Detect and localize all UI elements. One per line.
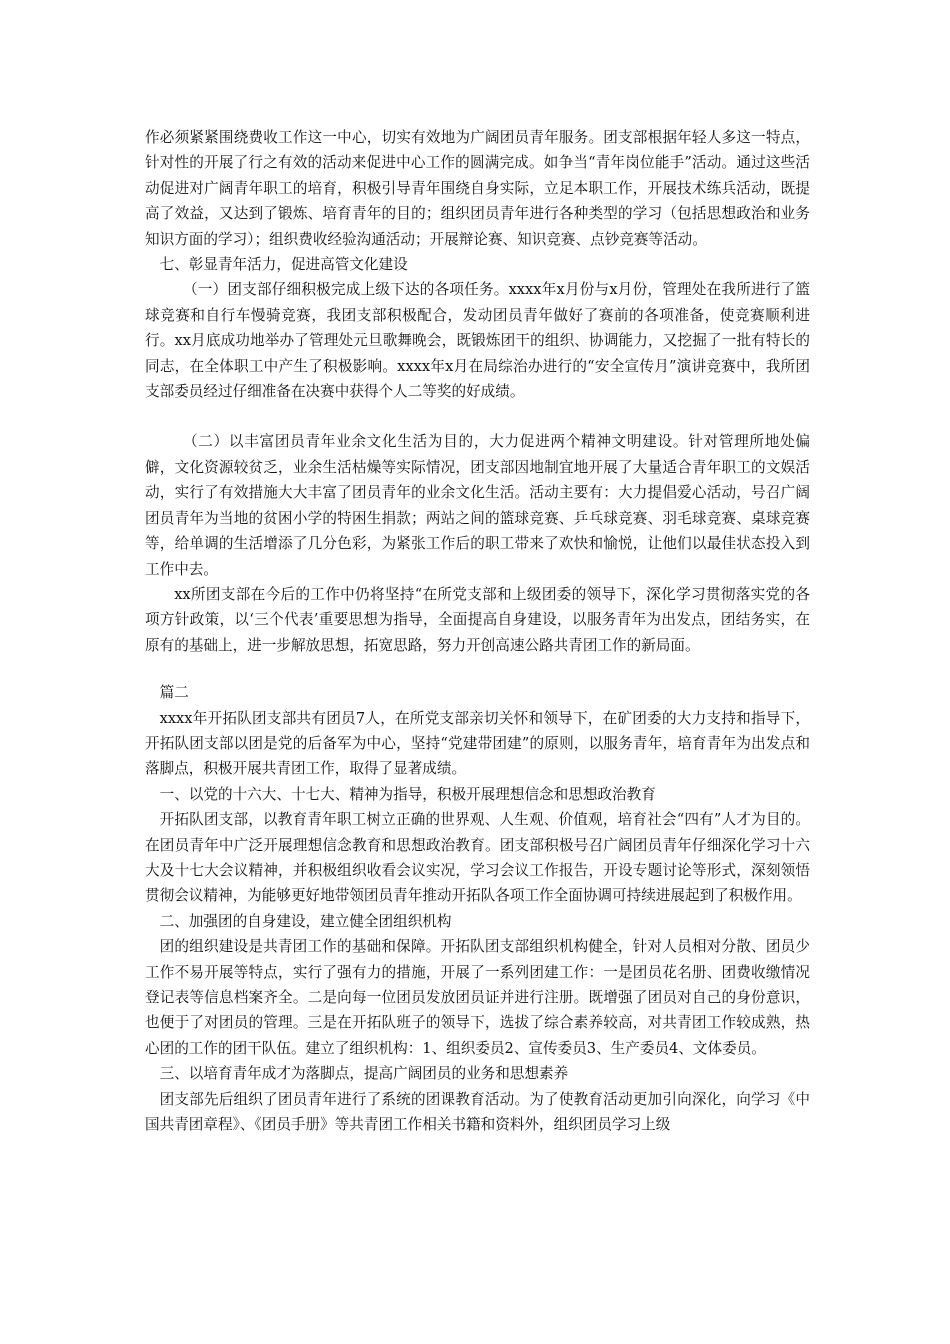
heading-section-two: 二、加强团的自身建设，建立健全团组织机构 — [159, 912, 452, 930]
heading-part-two: 篇二 — [159, 684, 189, 702]
paragraph-ideology-education: 开拓队团支部，以教育青年职工树立正确的世界观、人生观、价值观，培育社会“四有”人才为目的。在团员青年中广泛开展理想信念教育和思想政治教育。团支部积极号召广阔团员青年仔细深化学习十六大及十七大会议精神，并积极组织收看会议实况，学习会议工作报告，开设专题讨论等形式，深刻领悟贯彻会议精神，为能够更好地带领团员青年推动开拓队各项工作全面协调可持续进展起到了积极作用。 — [145, 811, 810, 905]
paragraph-organization-building: 团的组织建设是共青团工作的基础和保障。开拓队团支部组织机构健全，针对人员相对分散、团员少工作不易开展等特点，实行了强有力的措施，开展了一系列团建工作：一是团员花名册、团费收缴情况登记表等信息档案齐全。二是向每一位团员发放团员证并进行注册。既增强了团员对自己的身份意识，也便于了对团员的管理。三是在开拓队班子的领导下，选拔了综合素养较高，对共青团工作较成熟，热心团的工作的团干队伍。建立了组织机构：1、组织委员2、宣传委员3、生产委员4、文体委员。 — [145, 938, 810, 1057]
heading-section-seven: 七、彰显青年活力，促进高管文化建设 — [159, 256, 408, 274]
document-body — [145, 125, 810, 1137]
paragraph-future-plan: xx所团支部在今后的工作中仍将坚持“在所党支部和上级团委的领导下，深化学习贯彻落实党的各项方针政策，以‘三个代表’重要思想为指导，全面提高自身建设，以服务青年为出发点，团结务实，在原有的基础上，进一步解放思想，拓宽思路，努力开创高速公路共青团工作的新局面。 — [145, 585, 810, 654]
paragraph-branch-overview: xxxx年开拓队团支部共有团员7人，在所党支部亲切关怀和领导下，在矿团委的大力支持和指导下，开拓队团支部以团是党的后备军为中心，坚持“党建带团建”的原则，以服务青年，培育青年为出发点和落脚点，积极开展共青团工作，取得了显著成绩。 — [145, 709, 810, 778]
paragraph-cultural-life: （二）以丰富团员青年业余文化生活为目的，大力促进两个精神文明建设。针对管理所地处偏僻，文化资源较贫乏，业余生活枯燥等实际情况，团支部因地制宜地开展了大量适合青年职工的文娱活动，实行了有效措施大大丰富了团员青年的业余文化生活。活动主要有：大力提倡爱心活动，号召广阔团员青年为当地的贫困小学的特困生捐款；两站之间的篮球竞赛、乒乓球竞赛、羽毛球竞赛、桌球竞赛等，给单调的生活增添了几分色彩，为紧张工作后的职工带来了欢快和愉悦，让他们以最佳状态投入到工作中去。 — [145, 433, 810, 578]
heading-section-one: 一、以党的十六大、十七大、精神为指导，积极开展理想信念和思想政治教育 — [159, 785, 656, 803]
paragraph-training: 团支部先后组织了团员青年进行了系统的团课教育活动。为了使教育活动更加引向深化，向学习《中国共青团章程》、《团员手册》等共青团工作相关书籍和资料外，组织团员学习上级 — [145, 1090, 810, 1134]
paragraph-task-completion: （一）团支部仔细积极完成上级下达的各项任务。xxxx年x月份与x月份，管理处在我所进行了篮球竞赛和自行车慢骑竞赛，我团支部积极配合，发动团员青年做好了赛前的各项准备，使竞赛顺利进行。xx月底成功地举办了管理处元旦歌舞晚会，既锻炼团干的组织、协调能力，又挖掘了一批有特长的同志，在全体职工中产生了积极影响。xxxx年x月在局综治办进行的“安全宣传月”演讲竞赛中，我所团支部委员经过仔细准备在决赛中获得个人二等奖的好成绩。 — [145, 281, 810, 401]
heading-section-three: 三、以培育青年成才为落脚点，提高广阔团员的业务和思想素养 — [159, 1065, 569, 1083]
paragraph-work-focus: 作必须紧紧围绕费收工作这一中心，切实有效地为广阔团员青年服务。团支部根据年轻人多这一特点，针对性的开展了行之有效的活动来促进中心工作的圆满完成。如争当“青年岗位能手”活动。通过这些活动促进对广阔青年职工的培育，积极引导青年围绕自身实际，立足本职工作，开展技术练兵活动，既提高了效益，又达到了锻炼、培育青年的目的；组织团员青年进行各种类型的学习（包括思想政治和业务知识方面的学习）；组织费收经验沟通活动；开展辩论赛、知识竞赛、点钞竞赛等活动。 — [145, 129, 810, 248]
